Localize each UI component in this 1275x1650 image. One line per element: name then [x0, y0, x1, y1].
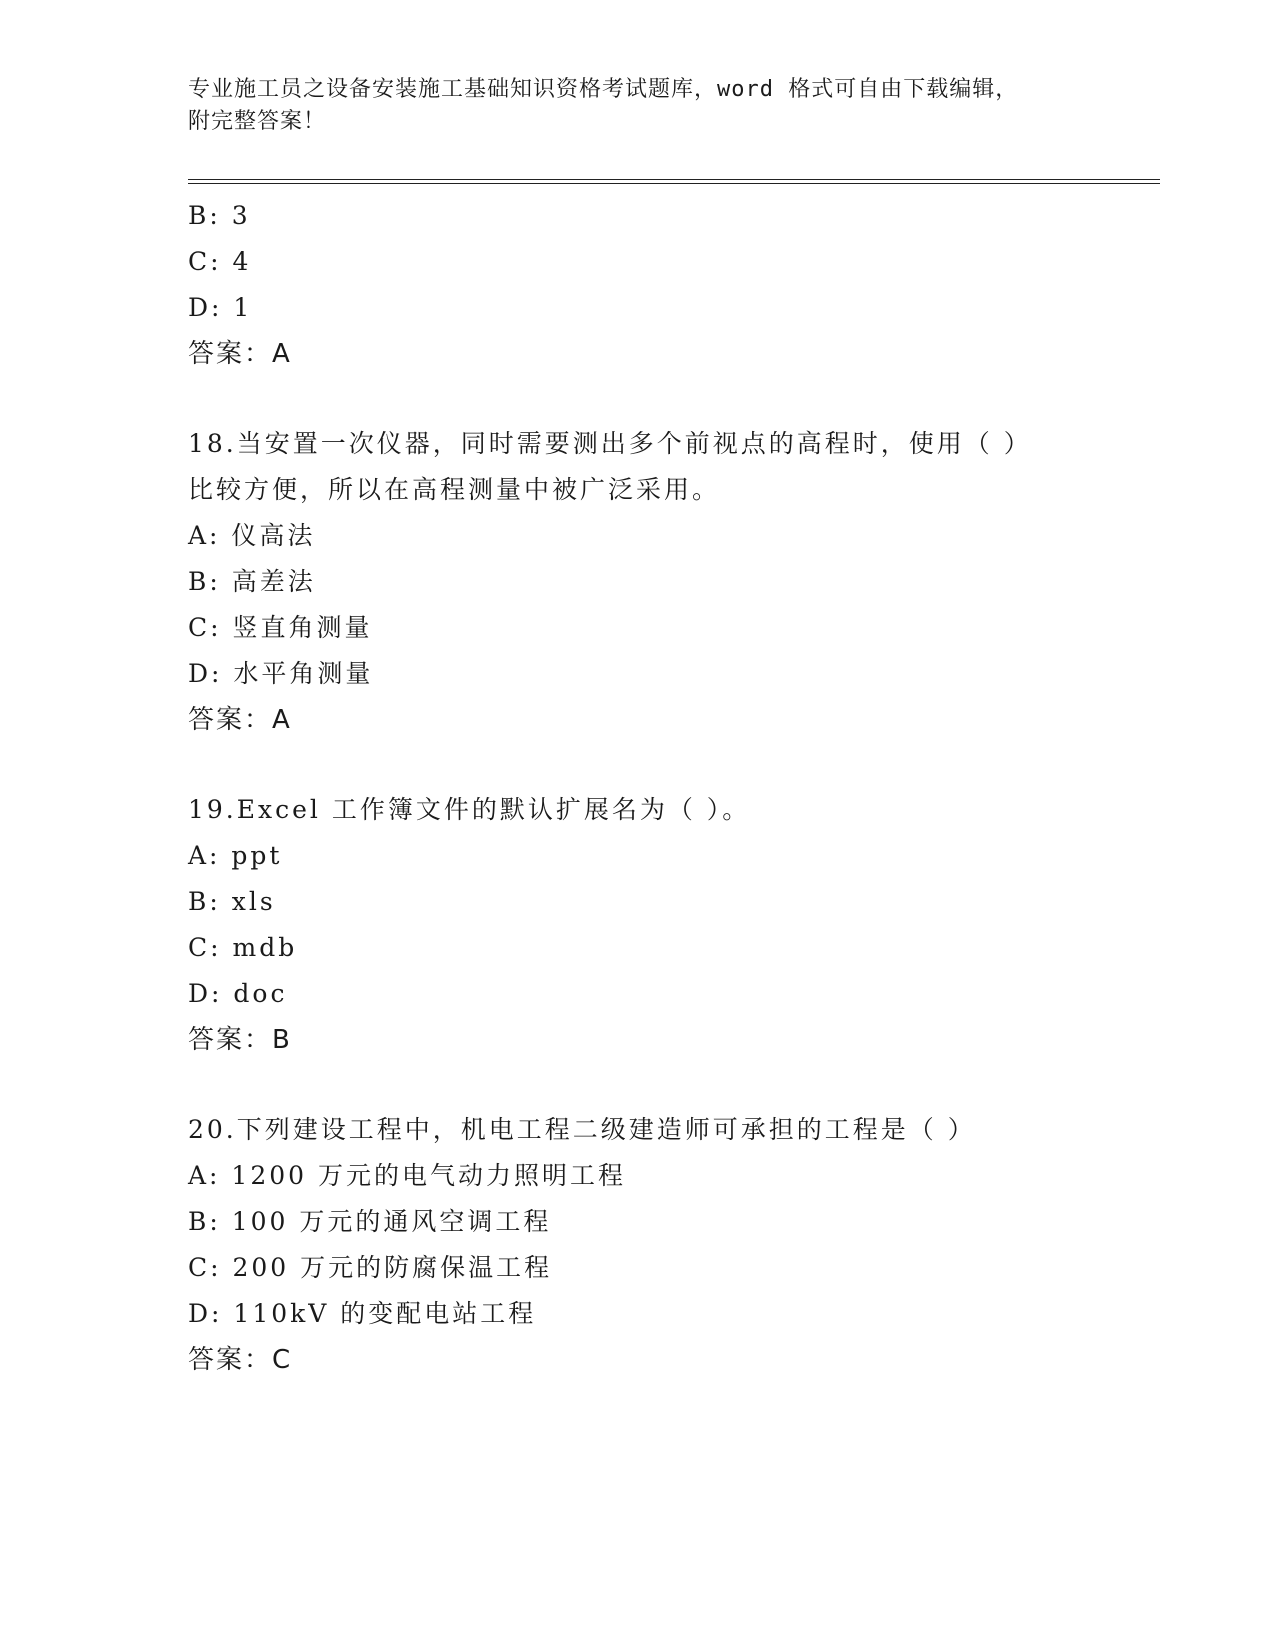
option-a: A: 仪高法 [188, 521, 316, 550]
option-d: D: 1 [188, 293, 253, 322]
question-18 [188, 421, 1108, 743]
answer: 答案：A [188, 705, 292, 735]
option-d: D: doc [188, 979, 288, 1008]
option-b: B: 100 万元的通风空调工程 [188, 1207, 552, 1236]
header-divider-top [188, 179, 1160, 180]
question-19 [188, 787, 1108, 1063]
answer: 答案：C [188, 1345, 293, 1375]
question-stem: 19.Excel 工作簿文件的默认扩展名为（ ）。 [188, 795, 751, 824]
header-line-1: 专业施工员之设备安装施工基础知识资格考试题库，word 格式可自由下载编辑， [188, 77, 1019, 102]
answer: 答案：B [188, 1025, 292, 1055]
option-c: C: 200 万元的防腐保温工程 [188, 1253, 553, 1282]
option-d: D: 110kV 的变配电站工程 [188, 1299, 537, 1328]
answer: 答案：A [188, 339, 292, 369]
option-b: B: xls [188, 887, 276, 916]
question-stem: 比较方便，所以在高程测量中被广泛采用。 [188, 475, 721, 504]
option-a: A: 1200 万元的电气动力照明工程 [188, 1161, 626, 1190]
question-17-tail [188, 193, 1108, 377]
option-b: B: 3 [188, 201, 251, 230]
header-line-2: 附完整答案！ [188, 109, 327, 134]
question-stem: 20.下列建设工程中，机电工程二级建造师可承担的工程是（ ） [188, 1115, 976, 1144]
header-divider-bottom [188, 183, 1160, 184]
option-d: D: 水平角测量 [188, 659, 374, 688]
spacer [188, 377, 1108, 421]
question-20 [188, 1107, 1108, 1383]
option-c: C: 竖直角测量 [188, 613, 373, 642]
spacer [188, 1063, 1108, 1107]
question-stem: 18.当安置一次仪器，同时需要测出多个前视点的高程时，使用（ ） [188, 429, 1032, 458]
option-c: C: 4 [188, 247, 252, 276]
option-b: B: 高差法 [188, 567, 316, 596]
spacer [188, 743, 1108, 787]
question-list [188, 193, 1108, 1383]
option-a: A: ppt [188, 841, 283, 870]
document-header [188, 74, 1088, 138]
option-c: C: mdb [188, 933, 298, 962]
